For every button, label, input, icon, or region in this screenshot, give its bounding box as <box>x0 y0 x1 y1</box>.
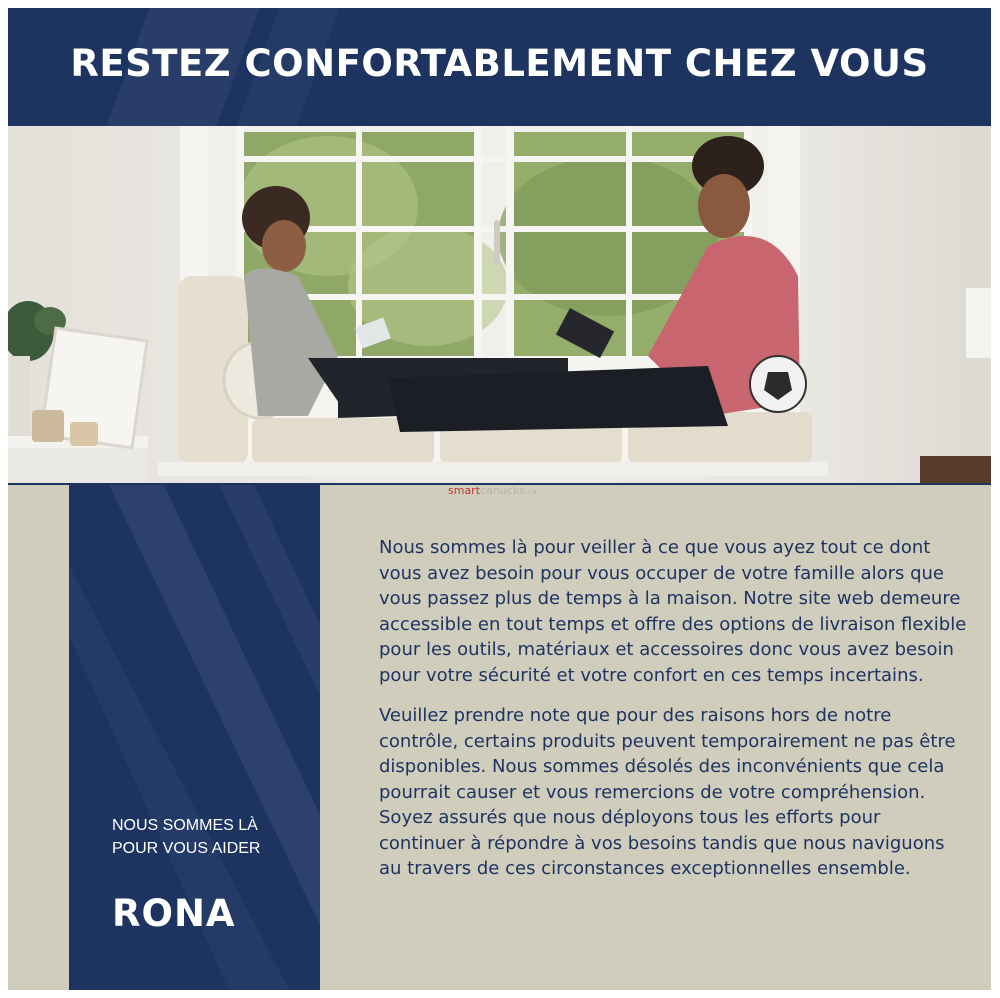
rona-logo: RONA <box>112 892 236 935</box>
hero-illustration <box>8 126 991 484</box>
header-banner <box>8 8 991 126</box>
body-paragraph-2: Veuillez prendre note que pour des raisons hors de notre contrôle, certains produits peuvent temporairement ne pas être disponibles. Nous sommes désolés des inconvénients que cela pourrait causer et vous remercions de votre compréhension. Soyez assurés que nous déployons tous les efforts pour continuer à répondre à vos besoins tandis que nous naviguons au travers de ces circonstances exceptionnelles ensemble. <box>379 705 956 879</box>
tagline <box>112 814 312 860</box>
tagline-line-2: POUR VOUS AIDER <box>112 840 261 857</box>
body-paragraph-1: Nous sommes là pour veiller à ce que vous ayez tout ce dont vous avez besoin pour vous occuper de votre famille alors que vous passez plus de temps à la maison. Notre site web demeure accessible en tout temps et offre des options de livraison flexible pour les outils, matériaux et accessoires donc vous avez besoin pour votre sécurité et votre confort en ces temps incertains. <box>379 537 967 686</box>
flyer-page <box>8 8 991 990</box>
tagline-line-1: NOUS SOMMES LÀ <box>112 817 258 834</box>
hero-photo <box>8 126 991 484</box>
watermark: smartcanucks.ca <box>448 484 537 497</box>
page-title: RESTEZ CONFORTABLEMENT CHEZ VOUS <box>70 42 929 85</box>
body-copy <box>379 535 969 897</box>
